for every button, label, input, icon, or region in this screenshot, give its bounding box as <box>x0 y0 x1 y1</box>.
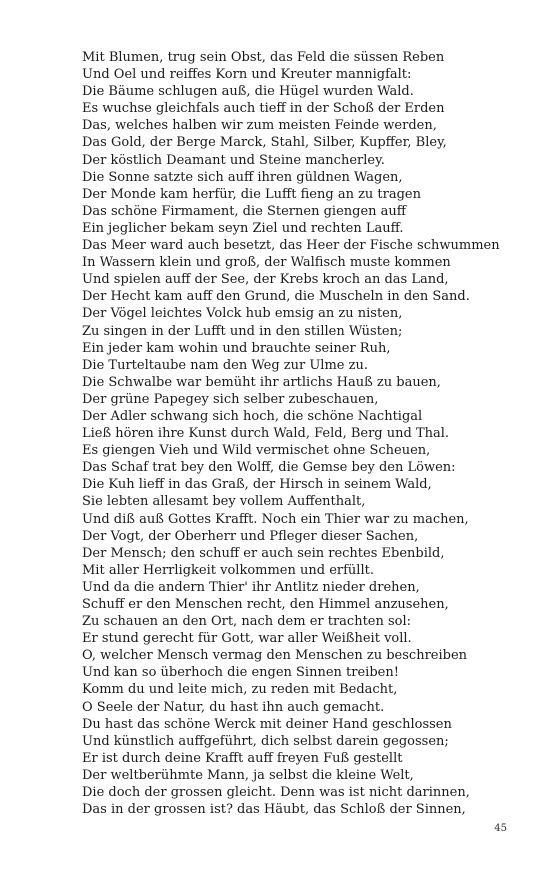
poem-line: Das schöne Firmament, die Sternen giengen auff <box>82 203 407 219</box>
poem-line: Die Kuh lieff in das Graß, der Hirsch in seinem Wald, <box>82 477 432 493</box>
poem-line: Und diß auß Gottes Krafft. Noch ein Thier war zu machen, <box>82 511 469 527</box>
poem-line: Der Monde kam herfür, die Lufft fieng an zu tragen <box>82 186 422 202</box>
page-number: 45 <box>494 823 507 834</box>
poem-line: Und spielen auff der See, der Krebs kroch an das Land, <box>82 272 449 288</box>
poem-text-block <box>82 49 522 818</box>
poem-line: Die Schwalbe war bemüht ihr artlichs Hauß zu bauen, <box>82 374 441 390</box>
poem-line: Der Vogt, der Oberherr und Pfleger dieser Sachen, <box>82 528 419 544</box>
poem-line: Der grüne Papegey sich selber zubeschauen, <box>82 391 379 407</box>
poem-line: Es giengen Vieh und Wild vermischet ohne Scheuen, <box>82 443 431 459</box>
poem-line: Ließ hören ihre Kunst durch Wald, Feld, Berg und Thal. <box>82 426 450 442</box>
poem-line: Die Bäume schlugen auß, die Hügel wurden Wald. <box>82 84 414 100</box>
poem-line: Die doch der grossen gleicht. Denn was ist nicht darinnen, <box>82 785 470 801</box>
poem-line: Ein jeglicher bekam seyn Ziel und rechten Lauff. <box>82 220 404 236</box>
poem-line: Der weltberühmte Mann, ja selbst die kleine Welt, <box>82 767 414 783</box>
poem-line: Das Meer ward auch besetzt, das Heer der Fische schwummen <box>82 238 500 254</box>
poem-line: Das Gold, der Berge Marck, Stahl, Silber, Kupffer, Bley, <box>82 135 447 151</box>
poem-line: Du hast das schöne Werck mit deiner Hand geschlossen <box>82 716 452 732</box>
poem-line: Und Oel und reiffes Korn und Kreuter mannigfalt: <box>82 67 412 83</box>
poem-line: Und da die andern Thier' ihr Antlitz nieder drehen, <box>82 579 420 595</box>
poem-line: Zu schauen an den Ort, nach dem er trachten sol: <box>82 614 412 630</box>
poem-line: Der Adler schwang sich hoch, die schöne Nachtigal <box>82 408 423 424</box>
poem-line: Schuff er den Menschen recht, den Himmel anzusehen, <box>82 597 449 612</box>
poem-line: Die Turteltaube nam den Weg zur Ulme zu. <box>82 357 368 373</box>
poem-line: Das in der grossen ist? das Häubt, das Schloß der Sinnen, <box>82 802 466 818</box>
poem-line: O Seele der Natur, du hast ihn auch gemacht. <box>82 699 385 715</box>
poem-line: Zu singen in der Lufft und in den stillen Wüsten; <box>82 323 403 339</box>
poem-line: In Wassern klein und groß, der Walfisch muste kommen <box>82 255 451 271</box>
poem-line: Und kan so überhoch die engen Sinnen treiben! <box>82 665 399 681</box>
poem-line: Es wuchse gleichfals auch tieff in der Schoß der Erden <box>82 101 445 117</box>
poem-line: Komm du und leite mich, zu reden mit Bedacht, <box>82 682 398 698</box>
poem-line: Der Vögel leichtes Volck hub emsig an zu nisten, <box>82 306 403 322</box>
poem-line: Die Sonne satzte sich auff ihren güldnen Wagen, <box>82 169 403 185</box>
poem-line: Und künstlich auffgeführt, dich selbst darein gegossen; <box>82 733 449 749</box>
poem-line: Er stund gerecht für Gott, war aller Weißheit voll. <box>82 631 412 647</box>
poem-line: Er ist durch deine Krafft auff freyen Fuß gestellt <box>82 750 403 766</box>
poem-line: Das Schaf trat bey den Wolff, die Gemse bey den Löwen: <box>82 460 456 476</box>
poem-line: Der Hecht kam auff den Grund, die Muscheln in den Sand. <box>82 289 470 305</box>
poem-line: Mit aller Herrligkeit volkommen und erfüllt. <box>82 562 374 578</box>
poem-line: Sie lebten allesamt bey vollem Auffenthalt, <box>82 494 366 510</box>
poem-line: O, welcher Mensch vermag den Menschen zu beschreiben <box>82 648 468 664</box>
poem-line: Mit Blumen, trug sein Obst, das Feld die süssen Reben <box>82 50 445 65</box>
poem-line: Der Mensch; den schuff er auch sein rechtes Ebenbild, <box>82 545 445 561</box>
poem-line: Das, welches halben wir zum meisten Feinde werden, <box>82 118 437 134</box>
poem-line: Der köstlich Deamant und Steine mancherley. <box>82 152 385 168</box>
poem-line: Ein jeder kam wohin und brauchte seiner Ruh, <box>82 340 391 356</box>
